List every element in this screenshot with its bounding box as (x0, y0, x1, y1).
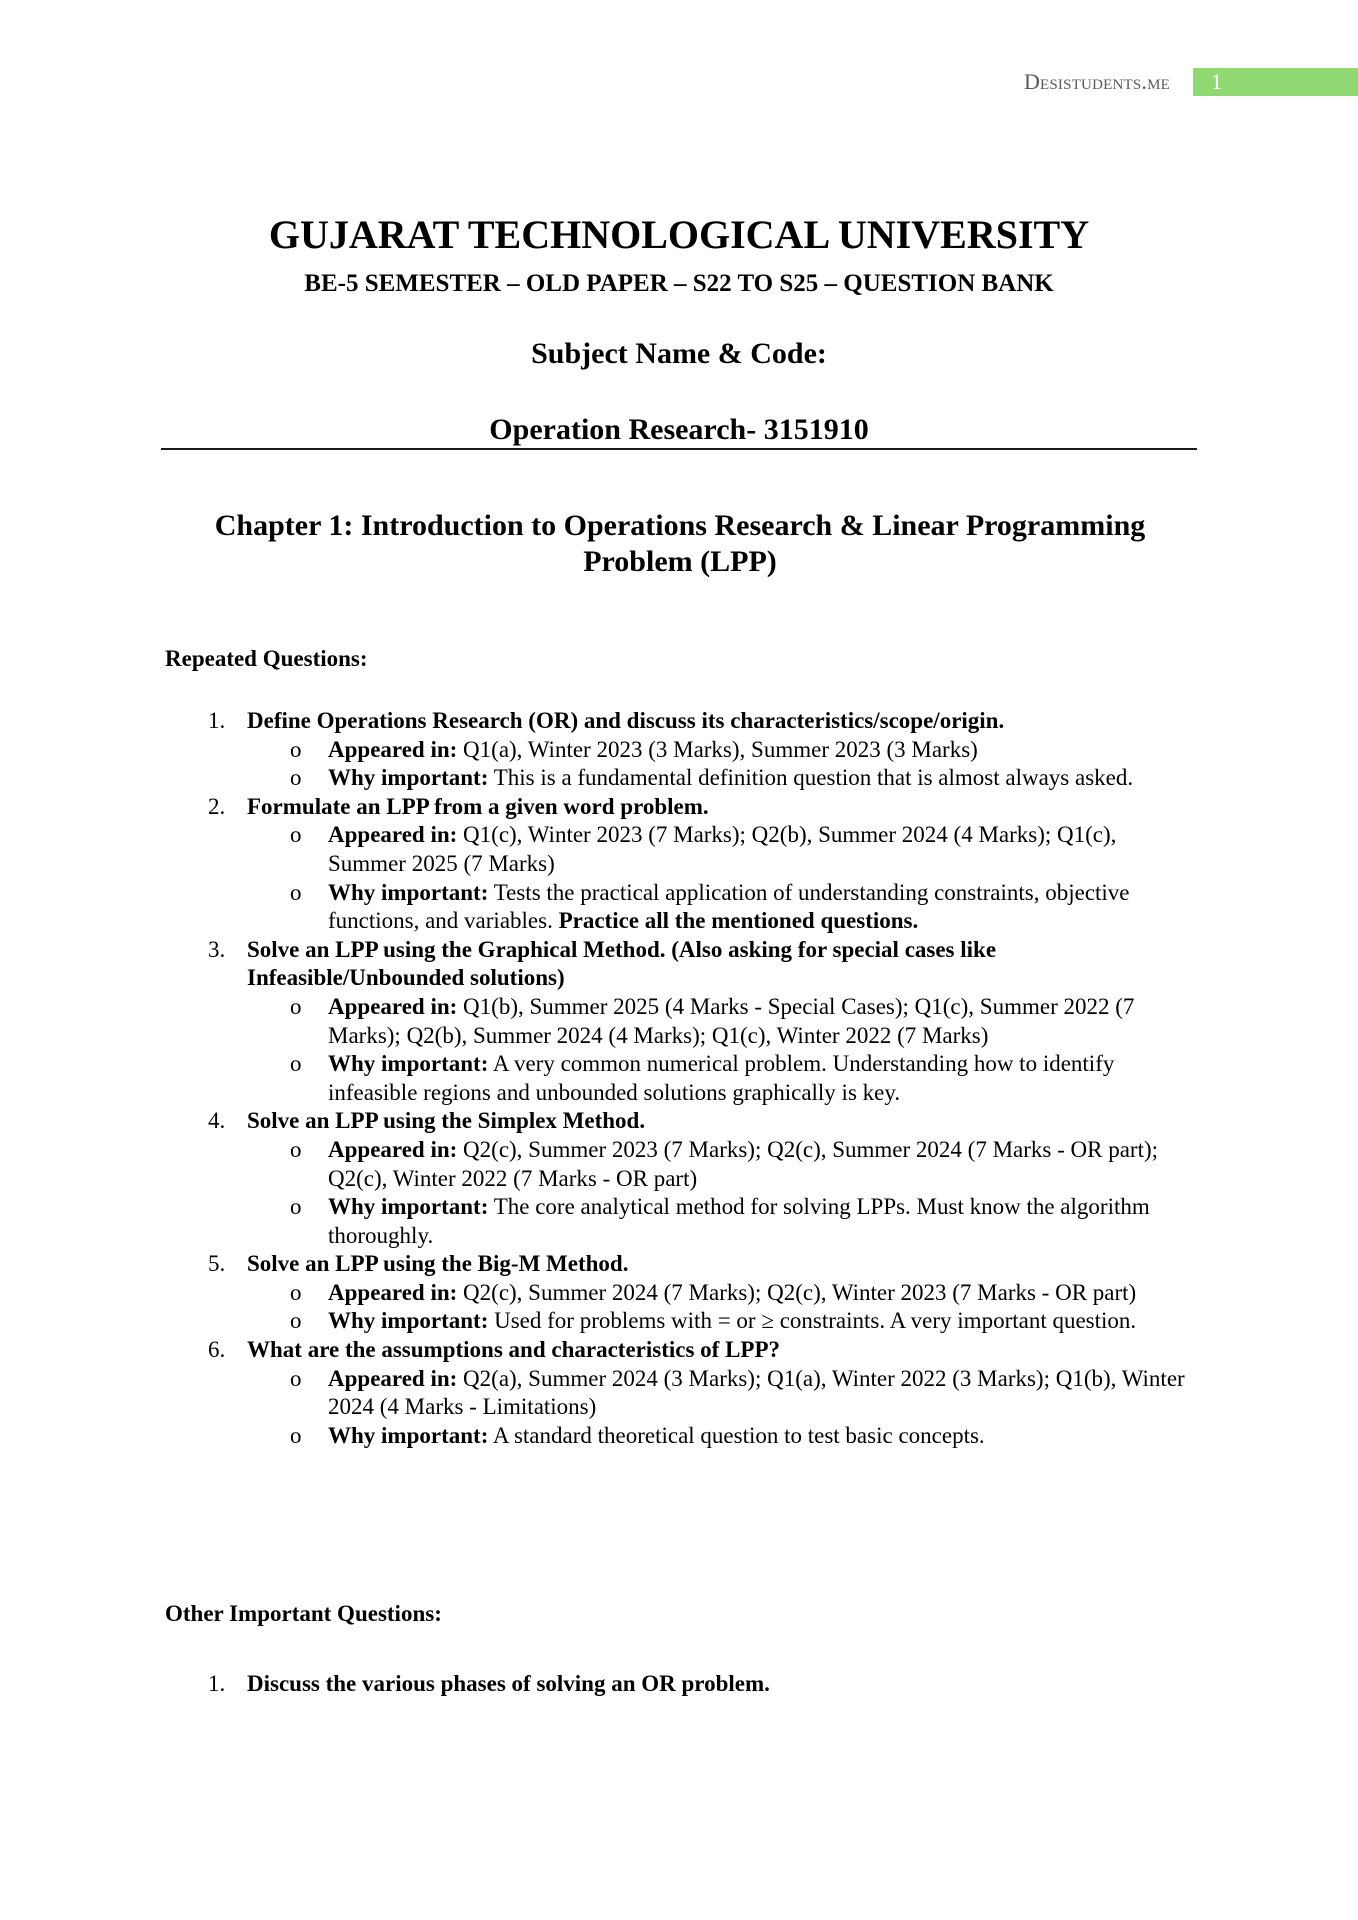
other-questions-heading: Other Important Questions: (165, 1601, 442, 1626)
appeared-text: Q2(a), Summer 2024 (3 Marks); Q1(a), Winter 2022 (3 Marks); Q1(b), Winter 2024 (4 Marks - Limitations) (328, 1365, 1185, 1420)
appeared-text: Q2(c), Summer 2023 (7 Marks); Q2(c), Summer 2024 (7 Marks - OR part); Q2(c), Winter 2022 (7 Marks - OR part) (328, 1136, 1159, 1191)
bullet-icon: o (290, 1136, 302, 1162)
other-questions-list (160, 1670, 1200, 1699)
header-site-name: Desistudents.me (1023, 69, 1170, 94)
question-text: Define Operations Research (OR) and discuss its characteristics/scope/origin. (247, 708, 1005, 733)
appeared-label: Appeared in: (328, 1136, 458, 1162)
item-number: 4. (208, 1108, 226, 1134)
horizontal-rule (161, 448, 1197, 450)
bullet-icon: o (290, 1365, 302, 1391)
question-item (160, 1670, 1200, 1699)
bullet-icon: o (290, 765, 302, 791)
question-text: Discuss the various phases of solving an OR problem. (247, 1671, 770, 1696)
question-item (160, 1250, 1200, 1336)
why-label: Why important: (328, 1051, 489, 1077)
appeared-label: Appeared in: (328, 1365, 458, 1391)
appeared-text: Q1(c), Winter 2023 (7 Marks); Q2(b), Summer 2024 (4 Marks); Q1(c), Summer 2025 (7 Marks) (328, 822, 1117, 876)
bullet-icon: o (290, 1422, 302, 1448)
why-label: Why important: (328, 1422, 489, 1448)
appeared-label: Appeared in: (328, 1279, 458, 1305)
item-number: 6. (208, 1337, 226, 1363)
chapter-title: Chapter 1: Introduction to Operations Research & Linear Programming Problem (LPP) (214, 509, 1146, 578)
appeared-label: Appeared in: (328, 822, 458, 848)
why-label: Why important: (328, 1308, 489, 1334)
question-text: Solve an LPP using the Graphical Method. (Also asking for special cases like Infeasible/Unbounded solutions) (247, 936, 997, 991)
why-label: Why important: (328, 1194, 489, 1220)
question-item (160, 1336, 1200, 1450)
subject-name-code: Operation Research- 3151910 (489, 413, 869, 446)
page-number-badge (1193, 68, 1358, 96)
bullet-icon: o (290, 822, 302, 848)
appeared-text: Q1(b), Summer 2025 (4 Marks - Special Cases); Q1(c), Summer 2022 (7 Marks); Q2(b), Summer 2024 (4 Marks); Q1(c), Winter 2022 (7 Marks) (328, 993, 1135, 1048)
appeared-text: Q1(a), Winter 2023 (3 Marks), Summer 2023 (3 Marks) (457, 736, 978, 762)
item-number: 2. (208, 793, 226, 819)
bullet-icon: o (290, 1194, 302, 1220)
question-item (160, 1107, 1200, 1250)
bullet-icon: o (290, 736, 302, 762)
why-text: The core analytical method for solving LPPs. Must know the algorithm thoroughly. (328, 1194, 1150, 1248)
item-number: 3. (208, 936, 226, 962)
why-emphasis: Practice all the mentioned questions. (558, 908, 919, 934)
why-text: Used for problems with = or ≥ constraints. A very important question. (488, 1308, 1137, 1334)
bullet-icon: o (290, 879, 302, 905)
item-number: 1. (208, 1671, 226, 1696)
bullet-icon: o (290, 1051, 302, 1077)
question-text: Solve an LPP using the Big-M Method. (247, 1251, 629, 1277)
question-item (160, 936, 1200, 1108)
why-text: Tests the practical application of understanding constraints, objective functions, and variables. (328, 879, 1130, 934)
question-text: Solve an LPP using the Simplex Method. (247, 1108, 646, 1134)
why-text: This is a fundamental definition question that is almost always asked. (488, 765, 1134, 791)
question-item (160, 793, 1200, 936)
appeared-label: Appeared in: (328, 993, 458, 1019)
appeared-text: Q2(c), Summer 2024 (7 Marks); Q2(c), Winter 2023 (7 Marks - OR part) (457, 1279, 1137, 1305)
university-title: GUJARAT TECHNOLOGICAL UNIVERSITY (268, 212, 1090, 257)
subject-label: Subject Name & Code: (531, 337, 827, 370)
question-text: What are the assumptions and characteristics of LPP? (247, 1337, 781, 1363)
repeated-questions-heading: Repeated Questions: (165, 646, 368, 671)
item-number: 5. (208, 1251, 226, 1277)
bullet-icon: o (290, 1279, 302, 1305)
bullet-icon: o (290, 1308, 302, 1334)
page-number: 1 (1211, 69, 1222, 94)
item-number: 1. (208, 708, 226, 733)
question-text: Formulate an LPP from a given word problem. (247, 793, 709, 819)
why-text: A standard theoretical question to test basic concepts. (488, 1422, 985, 1448)
why-label: Why important: (328, 879, 489, 905)
bullet-icon: o (290, 993, 302, 1019)
question-item (160, 707, 1200, 793)
repeated-questions-list (160, 707, 1200, 1450)
appeared-label: Appeared in: (328, 736, 458, 762)
document-subtitle: BE-5 SEMESTER – OLD PAPER – S22 TO S25 – QUESTION BANK (304, 270, 1054, 297)
why-label: Why important: (328, 765, 489, 791)
why-text: A very common numerical problem. Understanding how to identify infeasible regions and unbounded solutions graphically is key. (328, 1051, 1115, 1105)
